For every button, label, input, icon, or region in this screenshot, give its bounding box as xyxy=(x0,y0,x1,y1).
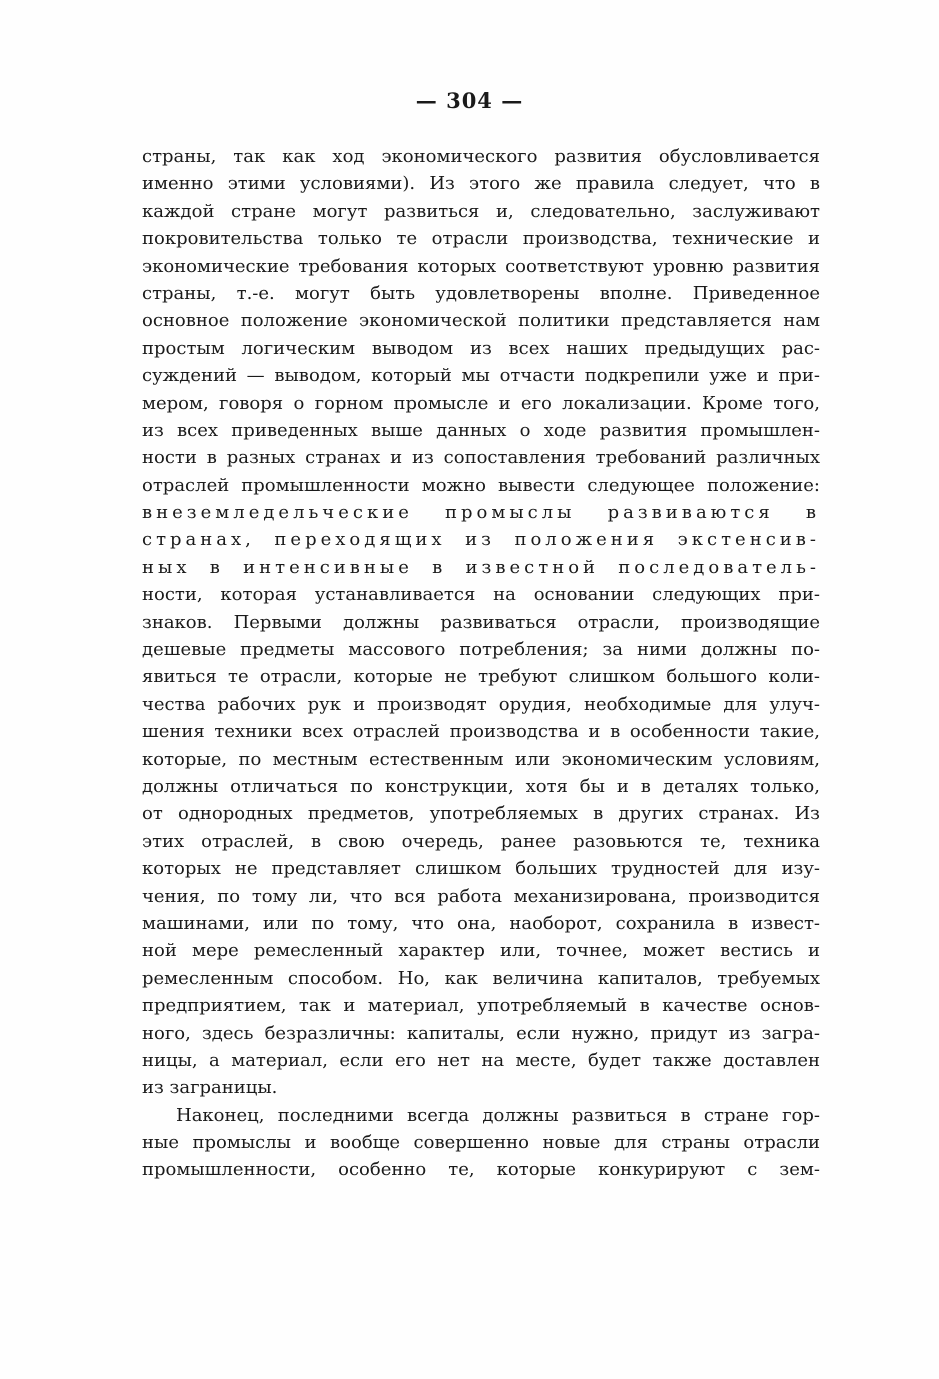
text-line: суждений — выводом, который мы отчасти подкрепили уже и при- xyxy=(142,365,820,387)
text-line: каждой стране могут развиться и, следовательно, заслуживают xyxy=(142,200,820,222)
text-line: экономические требования которых соответствуют уровню развития xyxy=(142,255,820,277)
text-line: из всех приведенных выше данных о ходе развития промышлен- xyxy=(142,419,820,441)
text-line: дешевые предметы массового потребления; за ними должны по- xyxy=(142,639,820,661)
text-line: ности, которая устанавливается на основании следующих при- xyxy=(142,584,820,606)
text-line: этих отраслей, в свою очередь, ранее разовьются те, техника xyxy=(142,830,820,852)
page-number: — 304 — xyxy=(415,88,524,113)
text-line: именно этими условиями). Из этого же правила следует, что в xyxy=(142,173,820,195)
text-line-emphasis: внеземледельческие промыслы развиваются в xyxy=(142,502,820,524)
text-line: страны, т.-е. могут быть удовлетворены вполне. Приведенное xyxy=(142,282,820,304)
text-line: которые, по местным естественным или экономическим условиям, xyxy=(142,748,820,770)
text-line: явиться те отрасли, которые не требуют слишком большого коли- xyxy=(142,666,820,688)
text-line: основное положение экономической политики представляется нам xyxy=(142,310,820,332)
text-line-emphasis: странах, переходящих из положения экстенсив- xyxy=(142,529,820,551)
text-line: ности в разных странах и из сопоставления требований различных xyxy=(142,447,820,469)
text-line: отраслей промышленности можно вывести следующее положение: xyxy=(142,474,820,496)
text-line: ного, здесь безразличны: капиталы, если нужно, придут из загра- xyxy=(142,1022,820,1044)
text-line: которых не представляет слишком больших трудностей для изу- xyxy=(142,858,820,880)
text-line: от однородных предметов, употребляемых в других странах. Из xyxy=(142,803,820,825)
text-line: ные промыслы и вообще совершенно новые для страны отрасли xyxy=(142,1132,820,1154)
text-line: ной мере ремесленный характер или, точнее, может вестись и xyxy=(142,940,820,962)
text-line: страны, так как ход экономического развития обусловливается xyxy=(142,146,820,167)
text-line: должны отличаться по конструкции, хотя бы и в деталях только, xyxy=(142,775,820,797)
text-line: чения, по тому ли, что вся работа механизирована, производится xyxy=(142,885,820,907)
text-line-emphasis: ных в интенсивные в известной последователь- xyxy=(142,556,820,578)
text-line: чества рабочих рук и производят орудия, необходимые для улуч- xyxy=(142,693,820,715)
text-line: простым логическим выводом из всех наших предыдущих рас- xyxy=(142,337,820,359)
text-line: машинами, или по тому, что она, наоборот, сохранила в извест- xyxy=(142,912,820,934)
text-line: покровительства только те отрасли производства, технические и xyxy=(142,228,820,250)
text-line: ремесленным способом. Но, как величина капиталов, требуемых xyxy=(142,967,820,989)
text-line: мером, говоря о горном промысле и его локализации. Кроме того, xyxy=(142,392,820,414)
text-line: знаков. Первыми должны развиваться отрасли, производящие xyxy=(142,611,820,633)
text-line: шения техники всех отраслей производства и в особенности такие, xyxy=(142,721,820,743)
text-line: предприятием, так и материал, употребляемый в качестве основ- xyxy=(142,995,820,1017)
body-text xyxy=(142,143,820,1184)
paragraph-end-line: из заграницы. xyxy=(142,1077,278,1099)
text-line: промышленности, особенно те, которые конкурируют с зем- xyxy=(142,1159,820,1181)
text-line: ницы, а материал, если его нет на месте, будет также доставлен xyxy=(142,1049,820,1071)
paragraph-start-line: Наконец, последними всегда должны развиться в стране гор- xyxy=(176,1104,820,1126)
